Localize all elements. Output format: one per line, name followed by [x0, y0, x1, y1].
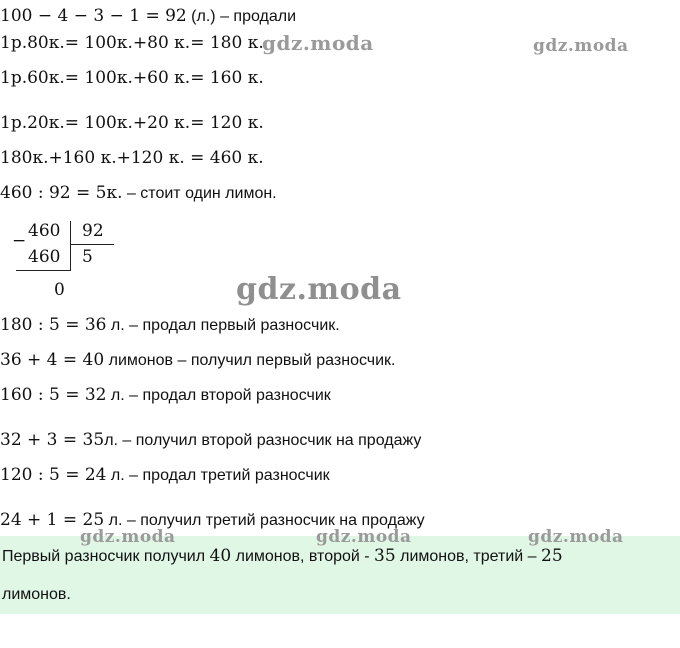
answer-number: 25: [541, 546, 563, 566]
division-subtract-line: [16, 270, 70, 271]
math-expression: 100 − 4 − 3 − 1 = 92: [0, 6, 187, 26]
math-expression: 120 : 5 = 24: [0, 465, 107, 485]
watermark-logo: gdz.moda: [528, 527, 624, 547]
math-expression: 1р.60к.= 100к.+60 к.= 160 к.: [0, 68, 264, 88]
line-text: л. – продал первый разносчик.: [106, 317, 340, 334]
math-expression: 1р.80к.= 100к.+80 к.= 180 к.: [0, 33, 264, 53]
answer-text: лимонов, третий –: [395, 548, 542, 565]
answer-number: 40: [209, 546, 232, 566]
division-divisor-line: [70, 244, 114, 245]
solution-line-9: [0, 385, 331, 405]
division-dividend: 460: [28, 221, 61, 241]
math-expression: 180к.+160 к.+120 к. = 460 к.: [0, 148, 264, 168]
watermark-logo: gdz.moda: [316, 527, 412, 547]
math-expression: 1р.20к.= 100к.+20 к.= 120 к.: [0, 113, 264, 133]
line-text: – стоит один лимон.: [122, 185, 277, 202]
line-text: л. – продал второй разносчик: [106, 387, 331, 404]
solution-line-6: [0, 183, 277, 203]
solution-line-7: [0, 315, 340, 335]
answer-text: Первый разносчик получил: [2, 548, 210, 565]
line-text: лимонов – получил первый разносчик.: [104, 352, 396, 369]
watermark-logo: gdz.moda: [236, 272, 402, 307]
answer-box: [0, 536, 680, 614]
solution-line-10: [0, 430, 421, 450]
math-expression: 24 + 1 = 25: [0, 510, 105, 530]
division-remainder: 0: [54, 280, 65, 300]
division-minus: −: [12, 231, 27, 251]
math-expression: 460 : 92 = 5к.: [0, 183, 123, 203]
math-expression: 32 + 3 = 35: [0, 430, 105, 450]
solution-line-4: [0, 113, 264, 133]
line-text: (л.) – продали: [186, 8, 297, 25]
answer-number: 35: [374, 546, 396, 566]
watermark-logo: gdz.moda: [262, 31, 374, 55]
division-subtrahend: 460: [28, 247, 61, 267]
division-quotient: 5: [82, 247, 93, 267]
answer-line-1: [2, 546, 563, 566]
solution-line-2: [0, 33, 264, 53]
line-text: л. – получил второй разносчик на продажу: [104, 432, 422, 449]
watermark-logo: gdz.moda: [80, 527, 176, 547]
math-expression: 36 + 4 = 40: [0, 350, 105, 370]
solution-line-5: [0, 148, 264, 168]
solution-line-8: [0, 350, 396, 370]
solution-line-3: [0, 68, 264, 88]
answer-text: лимонов.: [2, 586, 71, 603]
answer-line-2: [2, 586, 71, 604]
watermark-logo: gdz.moda: [533, 36, 629, 56]
math-expression: 160 : 5 = 32: [0, 385, 107, 405]
solution-line-1: [0, 6, 296, 26]
answer-text: лимонов, второй -: [231, 548, 375, 565]
division-vertical-line: [70, 221, 71, 271]
solution-line-11: [0, 465, 330, 485]
line-text: л. – продал третий разносчик: [106, 467, 330, 484]
division-divisor: 92: [82, 221, 104, 241]
math-expression: 180 : 5 = 36: [0, 315, 107, 335]
line-text: л. – получил третий разносчик на продажу: [104, 512, 425, 529]
